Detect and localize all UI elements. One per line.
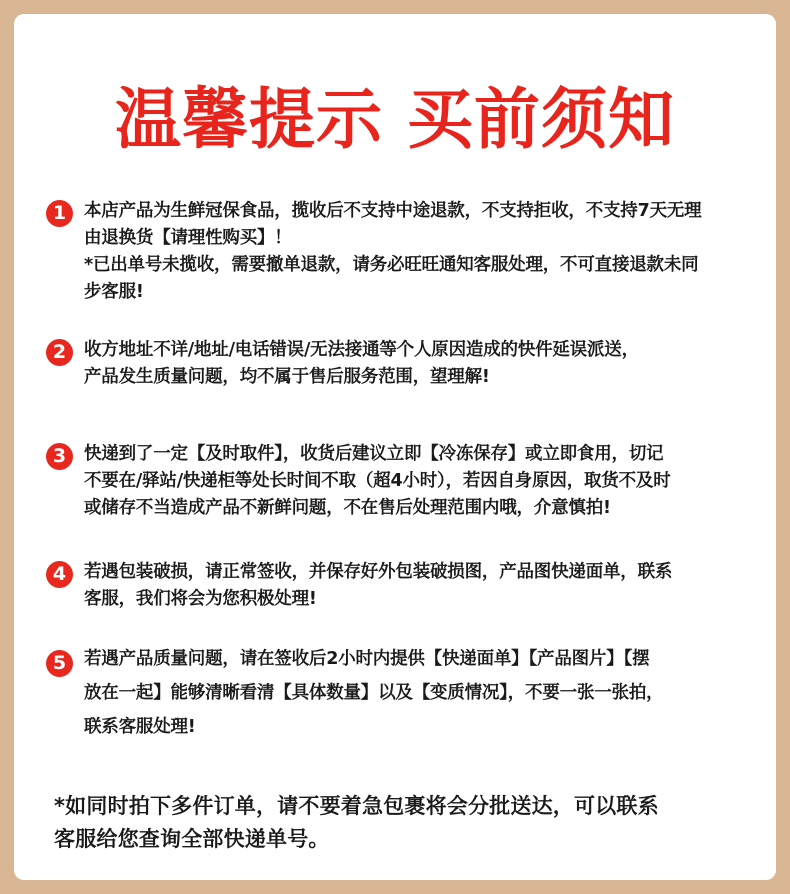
notice-line: 若遇产品质量问题，请在签收后2小时内提供【快递面单】【产品图片】【摆	[84, 649, 650, 669]
notice-line: 不要在/驿站/快递柜等处长时间不取（超4小时），若因自身原因，取货不及时	[84, 471, 671, 491]
notice-text-5	[84, 642, 764, 744]
notice-line: 快递到了一定【及时取件】，收货后建议立即【冷冻保存】或立即食用，切记	[84, 444, 664, 464]
notice-line: 或储存不当造成产品不新鲜问题，不在售后处理范围内哦，介意慎拍!	[84, 498, 611, 518]
number-badge-1: 1	[46, 200, 73, 227]
notice-line: 客服，我们将会为您积极处理!	[84, 589, 317, 609]
notice-line: *已出单号未揽收，需要撤单退款，请务必旺旺通知客服处理，不可直接退款未同	[84, 255, 699, 275]
notice-line: 步客服!	[84, 282, 144, 302]
number-badge-5: 5	[46, 650, 73, 677]
notice-text-4	[84, 559, 764, 613]
page-title: 温馨提示 买前须知	[115, 81, 675, 158]
notice-text-3	[84, 441, 764, 522]
notice-line: 收方地址不详/地址/电话错误/无法接通等个人原因造成的快件延误派送，	[84, 340, 639, 360]
notice-text-2	[84, 337, 764, 391]
notice-line: 联系客服处理!	[84, 717, 196, 737]
notice-card	[14, 14, 776, 880]
notice-line: 产品发生质量问题，均不属于售后服务范围，望理解!	[84, 367, 490, 387]
footer-line: *如同时拍下多件订单，请不要着急包裹将会分批送达，可以联系	[54, 794, 659, 818]
notice-line: 放在一起】能够清晰看清【具体数量】以及【变质情况】，不要一张一张拍，	[84, 683, 664, 703]
footer-note	[54, 790, 754, 856]
notice-line: 本店产品为生鲜冠保食品，揽收后不支持中途退款，不支持拒收，不支持7天无理	[84, 201, 702, 221]
footer-line: 客服给您查询全部快递单号。	[54, 827, 330, 851]
number-badge-2: 2	[46, 339, 73, 366]
notice-text-1	[84, 198, 764, 306]
number-badge-3: 3	[46, 443, 73, 470]
notice-line: 若遇包装破损，请正常签收，并保存好外包装破损图，产品图快递面单，联系	[84, 562, 673, 582]
notice-line: 由退换货【请理性购买】！	[84, 228, 292, 248]
number-badge-4: 4	[46, 561, 73, 588]
